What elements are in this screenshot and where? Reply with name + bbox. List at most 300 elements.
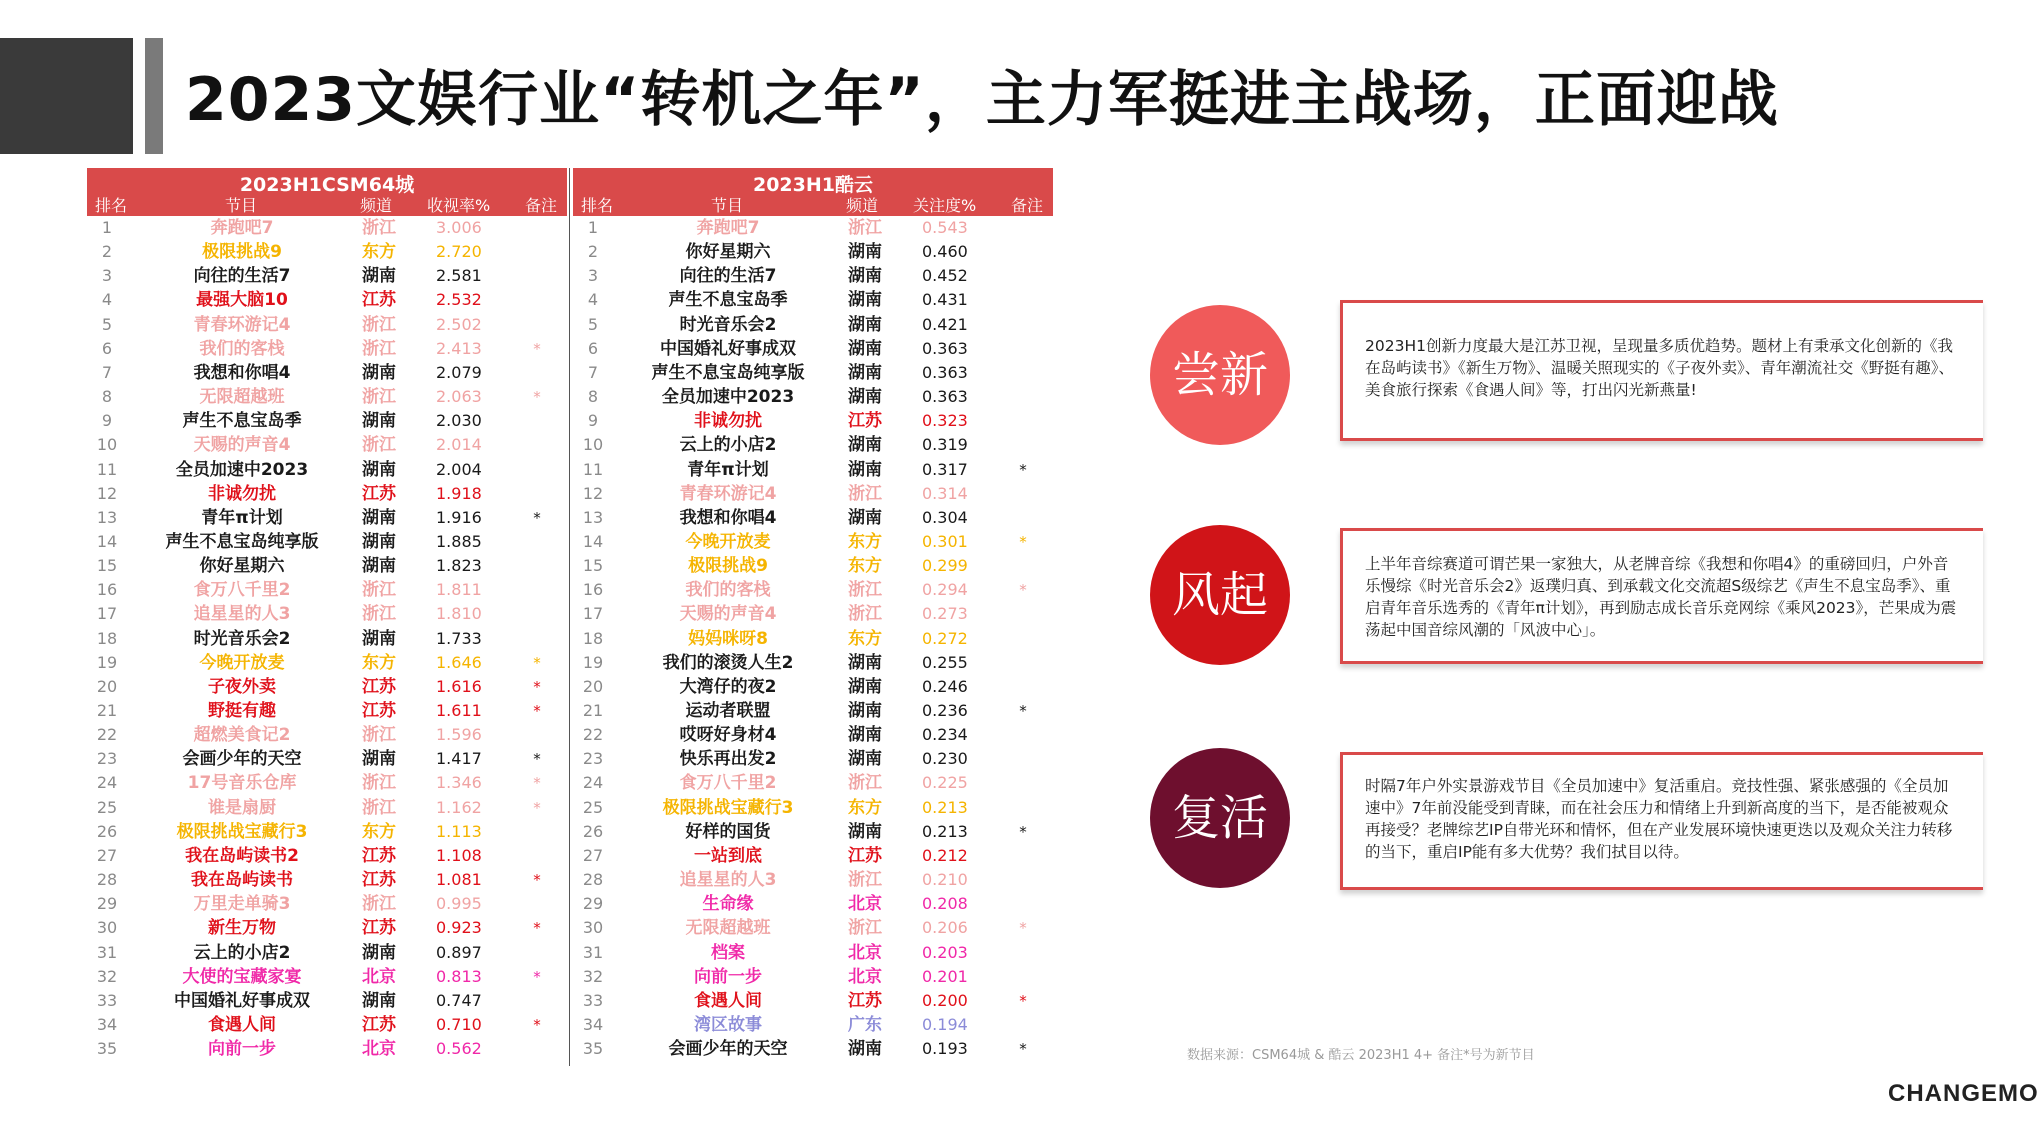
channel-cell: 东方: [848, 628, 882, 649]
table-row: [573, 216, 1053, 240]
table-row: [87, 433, 567, 457]
channel-cell: 东方: [848, 556, 882, 577]
channel-cell: 浙江: [848, 218, 882, 238]
channel-cell: 江苏: [362, 701, 396, 721]
rank-cell: 1: [587, 218, 599, 237]
rank-cell: 2: [101, 242, 113, 262]
channel-cell: 江苏: [362, 676, 396, 697]
rank-cell: 23: [582, 749, 604, 769]
rank-cell: 24: [96, 773, 118, 793]
rank-cell: 29: [96, 894, 118, 914]
value-cell: 1.616: [436, 676, 482, 696]
note-cell: *: [533, 339, 541, 358]
channel-cell: 浙江: [362, 797, 396, 818]
table-row: [87, 602, 567, 626]
value-cell: 0.236: [922, 701, 968, 720]
value-cell: 1.417: [436, 749, 482, 769]
program-cell: 野挺有趣: [208, 701, 276, 721]
value-cell: 1.346: [436, 773, 482, 793]
value-cell: 1.162: [436, 797, 482, 817]
table-row: [87, 530, 567, 554]
program-cell: 新生万物: [208, 918, 276, 939]
value-cell: 0.203: [922, 942, 968, 962]
note-cell: *: [1019, 919, 1027, 938]
rank-cell: 14: [96, 531, 118, 551]
channel-cell: 湖南: [362, 362, 396, 383]
table-row: [87, 941, 567, 965]
program-cell: 云上的小店2: [193, 942, 291, 963]
program-cell: 奔跑吧7: [696, 218, 760, 238]
table-row: [87, 482, 567, 506]
rank-cell: 30: [582, 918, 604, 938]
value-cell: 0.314: [922, 483, 968, 503]
value-cell: 0.431: [922, 290, 968, 310]
channel-cell: 浙江: [362, 435, 396, 456]
csm-ranking-table: [87, 168, 567, 1061]
program-cell: 天赐的声音4: [193, 435, 291, 456]
program-cell: 你好星期六: [685, 242, 771, 263]
channel-cell: 广东: [848, 1014, 882, 1035]
insight-card-try-new: [1340, 300, 1983, 441]
channel-cell: 东方: [848, 797, 882, 818]
rank-cell: 16: [582, 580, 604, 600]
note-cell: *: [533, 1015, 541, 1034]
col-channel: 频道: [360, 196, 393, 215]
program-cell: 超燃美食记2: [193, 725, 291, 746]
col-note: 备注: [1011, 196, 1044, 215]
value-cell: 1.733: [436, 628, 482, 648]
table-row: [573, 965, 1053, 989]
rank-cell: 18: [96, 628, 118, 648]
rank-cell: 2: [587, 242, 599, 262]
rank-cell: 19: [582, 652, 604, 672]
channel-cell: 湖南: [362, 556, 396, 577]
table-row: [87, 409, 567, 433]
table-row: [87, 578, 567, 602]
value-cell: 2.004: [436, 459, 482, 479]
channel-cell: 湖南: [362, 628, 396, 649]
note-cell: *: [1019, 581, 1027, 600]
value-cell: 0.212: [922, 845, 968, 865]
table-row: [87, 844, 567, 868]
table-row: [573, 989, 1053, 1013]
kuyun-table-title: 2023H1酷云: [752, 174, 873, 196]
rank-cell: 7: [587, 362, 599, 382]
table-row: [87, 675, 567, 699]
table-row: [573, 240, 1053, 264]
value-cell: 0.194: [922, 1014, 968, 1034]
csm-table-body: [87, 216, 567, 1061]
program-cell: 食万八千里2: [193, 580, 291, 601]
program-cell: 追星星的人3: [193, 604, 291, 625]
channel-cell: 湖南: [362, 459, 396, 480]
rank-cell: 9: [101, 411, 113, 431]
note-cell: *: [1019, 822, 1027, 841]
value-cell: 0.230: [922, 749, 968, 769]
channel-cell: 江苏: [362, 483, 396, 504]
value-cell: 1.108: [436, 845, 482, 865]
program-cell: 极限挑战9: [202, 242, 282, 263]
value-cell: 0.304: [922, 507, 968, 527]
program-cell: 我想和你唱4: [193, 362, 291, 383]
channel-cell: 江苏: [362, 1014, 396, 1035]
channel-cell: 湖南: [848, 821, 882, 842]
channel-cell: 北京: [362, 966, 396, 987]
program-cell: 声生不息宝岛纯享版: [651, 362, 805, 383]
rank-cell: 4: [101, 290, 113, 310]
note-cell: *: [533, 653, 541, 672]
table-row: [573, 844, 1053, 868]
value-cell: 0.323: [922, 411, 968, 431]
value-cell: 0.206: [922, 918, 968, 938]
table-row: [87, 723, 567, 747]
channel-cell: 北京: [362, 1039, 396, 1060]
table-row: [573, 530, 1053, 554]
rank-cell: 12: [582, 483, 604, 503]
channel-cell: 湖南: [848, 266, 882, 287]
note-cell: *: [533, 750, 541, 769]
program-cell: 大湾仔的夜2: [679, 676, 777, 697]
program-cell: 一站到底: [694, 845, 762, 866]
program-cell: 我们的客栈: [685, 580, 771, 601]
channel-cell: 江苏: [362, 918, 396, 939]
channel-cell: 湖南: [362, 507, 396, 528]
note-cell: *: [533, 388, 541, 407]
rank-cell: 13: [582, 507, 604, 527]
channel-cell: 浙江: [848, 580, 882, 601]
table-row: [573, 916, 1053, 940]
value-cell: 2.532: [436, 290, 482, 310]
value-cell: 0.363: [922, 387, 968, 407]
channel-cell: 浙江: [362, 894, 396, 915]
kuyun-table-body: [573, 216, 1053, 1061]
rank-cell: 13: [96, 507, 118, 527]
channel-cell: 湖南: [848, 507, 882, 528]
rank-cell: 32: [582, 966, 604, 986]
program-cell: 声生不息宝岛纯享版: [165, 531, 319, 552]
note-cell: *: [533, 798, 541, 817]
program-cell: 青春环游记4: [679, 483, 777, 504]
channel-cell: 湖南: [848, 459, 882, 480]
note-cell: *: [533, 871, 541, 890]
program-cell: 我们的客栈: [199, 338, 285, 359]
rank-cell: 10: [96, 435, 118, 455]
value-cell: 0.452: [922, 266, 968, 286]
rank-cell: 3: [101, 266, 113, 286]
rank-cell: 23: [96, 749, 118, 769]
col-program: 节目: [711, 196, 744, 215]
program-cell: 时光音乐会2: [193, 628, 291, 649]
program-cell: 运动者联盟: [685, 701, 771, 721]
table-row: [87, 771, 567, 795]
rank-cell: 1: [101, 218, 113, 237]
kuyun-table-header: [573, 168, 1053, 216]
csm-table-header: [87, 168, 567, 216]
channel-cell: 浙江: [848, 773, 882, 794]
value-cell: 0.200: [922, 990, 968, 1010]
table-row: [573, 337, 1053, 361]
channel-cell: 东方: [362, 821, 396, 842]
value-cell: 0.213: [922, 797, 968, 817]
program-cell: 17号音乐仓库: [187, 773, 297, 794]
rank-cell: 33: [582, 990, 604, 1010]
note-cell: *: [1019, 1040, 1027, 1059]
value-cell: 0.255: [922, 652, 968, 672]
program-cell: 万里走单骑3: [193, 894, 291, 915]
channel-cell: 浙江: [362, 338, 396, 359]
table-row: [573, 602, 1053, 626]
value-cell: 0.210: [922, 870, 968, 890]
value-cell: 0.273: [922, 604, 968, 624]
table-row: [573, 1013, 1053, 1037]
table-row: [573, 458, 1053, 482]
col-program: 节目: [225, 196, 258, 215]
program-cell: 向前一步: [694, 966, 762, 987]
rank-cell: 7: [101, 362, 113, 382]
value-cell: 1.646: [436, 652, 482, 672]
table-row: [573, 796, 1053, 820]
table-row: [573, 675, 1053, 699]
rank-cell: 31: [96, 942, 118, 962]
insight-card-revive: [1340, 752, 1983, 890]
insight-bubble-rise: 风起: [1150, 525, 1290, 665]
rank-cell: 25: [582, 797, 604, 817]
channel-cell: 江苏: [362, 290, 396, 311]
value-cell: 1.811: [436, 580, 482, 600]
table-row: [87, 313, 567, 337]
channel-cell: 浙江: [362, 604, 396, 625]
channel-cell: 北京: [848, 894, 882, 915]
note-cell: *: [533, 919, 541, 938]
rank-cell: 12: [96, 483, 118, 503]
program-cell: 非诚勿扰: [208, 483, 276, 504]
value-cell: 0.317: [922, 459, 968, 479]
rank-cell: 35: [582, 1039, 604, 1059]
col-attention: 关注度%: [913, 196, 977, 215]
rank-cell: 11: [582, 459, 604, 479]
rank-cell: 21: [582, 701, 604, 720]
table-row: [573, 433, 1053, 457]
program-cell: 时光音乐会2: [679, 314, 777, 335]
value-cell: 2.063: [436, 387, 482, 407]
rank-cell: 5: [587, 314, 599, 334]
table-row: [573, 820, 1053, 844]
table-row: [87, 506, 567, 530]
value-cell: 0.363: [922, 338, 968, 358]
channel-cell: 浙江: [848, 918, 882, 939]
program-cell: 最强大脑10: [196, 290, 288, 311]
channel-cell: 江苏: [848, 990, 882, 1011]
table-row: [573, 892, 1053, 916]
channel-cell: 湖南: [848, 290, 882, 311]
rank-cell: 28: [582, 870, 604, 890]
program-cell: 湾区故事: [694, 1014, 762, 1035]
channel-cell: 浙江: [362, 314, 396, 335]
channel-cell: 浙江: [848, 870, 882, 891]
table-row: [87, 965, 567, 989]
rank-cell: 19: [96, 652, 118, 672]
rank-cell: 15: [96, 556, 118, 576]
value-cell: 0.193: [922, 1039, 968, 1059]
table-row: [573, 627, 1053, 651]
value-cell: 2.502: [436, 314, 482, 334]
channel-cell: 湖南: [848, 1039, 882, 1060]
rank-cell: 18: [582, 628, 604, 648]
channel-cell: 浙江: [362, 218, 396, 238]
rank-cell: 27: [96, 845, 118, 865]
value-cell: 2.720: [436, 242, 482, 262]
channel-cell: 东方: [848, 531, 882, 552]
rank-cell: 26: [582, 821, 604, 841]
note-cell: *: [533, 774, 541, 793]
program-cell: 非诚勿扰: [694, 411, 762, 432]
rank-cell: 34: [96, 1014, 118, 1034]
channel-cell: 东方: [362, 242, 396, 263]
rank-cell: 20: [96, 676, 118, 696]
note-cell: *: [533, 702, 541, 720]
rank-cell: 15: [582, 556, 604, 576]
col-rank: 排名: [581, 196, 614, 215]
channel-cell: 湖南: [362, 531, 396, 552]
program-cell: 向往的生活7: [193, 266, 291, 287]
table-row: [87, 288, 567, 312]
channel-cell: 北京: [848, 942, 882, 963]
channel-cell: 湖南: [848, 387, 882, 408]
table-row: [573, 1037, 1053, 1061]
program-cell: 子夜外卖: [208, 676, 276, 697]
program-cell: 生命缘: [702, 894, 754, 915]
value-cell: 0.213: [922, 821, 968, 841]
rank-cell: 5: [101, 314, 113, 334]
rank-cell: 17: [96, 604, 118, 624]
table-row: [87, 216, 567, 240]
channel-cell: 江苏: [848, 411, 882, 432]
program-cell: 声生不息宝岛季: [668, 290, 788, 311]
program-cell: 我在岛屿读书2: [185, 845, 299, 866]
rank-cell: 6: [101, 338, 113, 358]
rank-cell: 16: [96, 580, 118, 600]
program-cell: 无限超越班: [685, 918, 771, 939]
program-cell: 食遇人间: [694, 990, 762, 1011]
value-cell: 3.006: [436, 218, 482, 237]
table-row: [573, 747, 1053, 771]
kuyun-ranking-table: [573, 168, 1053, 1061]
channel-cell: 湖南: [848, 725, 882, 746]
program-cell: 全员加速中2023: [175, 459, 309, 480]
page-title: 2023文娱行业“转机之年”，主力军挺进主战场，正面迎战: [185, 65, 1779, 135]
value-cell: 1.596: [436, 725, 482, 745]
table-row: [87, 989, 567, 1013]
rank-cell: 8: [587, 387, 599, 407]
channel-cell: 浙江: [362, 580, 396, 601]
table-row: [87, 385, 567, 409]
value-cell: 1.823: [436, 556, 482, 576]
program-cell: 青年π计划: [201, 507, 283, 528]
channel-cell: 江苏: [848, 845, 882, 866]
value-cell: 0.562: [436, 1039, 482, 1059]
table-row: [573, 313, 1053, 337]
col-note: 备注: [525, 196, 558, 215]
value-cell: 0.897: [436, 942, 482, 962]
table-row: [87, 1037, 567, 1061]
rank-cell: 32: [96, 966, 118, 986]
program-cell: 哎呀好身材4: [679, 725, 777, 746]
value-cell: 0.225: [922, 773, 968, 793]
program-cell: 声生不息宝岛季: [182, 411, 302, 432]
value-cell: 2.079: [436, 362, 482, 382]
program-cell: 奔跑吧7: [210, 218, 274, 238]
table-row: [87, 554, 567, 578]
channel-cell: 湖南: [848, 362, 882, 383]
channel-cell: 湖南: [362, 990, 396, 1011]
table-row: [573, 868, 1053, 892]
program-cell: 谁是扇厨: [208, 797, 276, 818]
table-row: [87, 458, 567, 482]
program-cell: 大使的宝藏家宴: [182, 966, 302, 987]
rank-cell: 33: [96, 990, 118, 1010]
table-row: [87, 651, 567, 675]
value-cell: 0.246: [922, 676, 968, 696]
program-cell: 快乐再出发2: [679, 749, 777, 770]
channel-cell: 湖南: [848, 314, 882, 335]
rank-cell: 10: [582, 435, 604, 455]
rank-cell: 3: [587, 266, 599, 286]
value-cell: 0.208: [922, 894, 968, 914]
program-cell: 云上的小店2: [679, 435, 777, 456]
table-row: [573, 723, 1053, 747]
program-cell: 食遇人间: [208, 1014, 276, 1035]
table-row: [573, 264, 1053, 288]
table-row: [573, 941, 1053, 965]
program-cell: 我想和你唱4: [679, 507, 777, 528]
program-cell: 中国婚礼好事成双: [174, 990, 310, 1011]
value-cell: 1.918: [436, 483, 482, 503]
channel-cell: 湖南: [362, 266, 396, 287]
insight-text-try-new: 2023H1创新力度最大是江苏卫视，呈现量多质优趋势。题材上有秉承文化创新的《我在岛屿读书》《新生万物》、温暖关照现实的《子夜外卖》、青年潮流社交《野挺有趣》、美食旅行探索《食遇人间》等，打出闪光新燕量!: [1365, 337, 1955, 399]
table-row: [87, 1013, 567, 1037]
note-cell: *: [533, 967, 541, 986]
table-row: [87, 892, 567, 916]
table-row: [573, 385, 1053, 409]
program-cell: 向前一步: [208, 1039, 276, 1060]
program-cell: 我们的滚烫人生2: [662, 652, 794, 673]
program-cell: 会画少年的天空: [668, 1039, 788, 1060]
value-cell: 0.995: [436, 894, 482, 914]
note-cell: *: [1019, 532, 1027, 551]
rank-cell: 26: [96, 821, 118, 841]
program-cell: 无限超越班: [199, 387, 285, 408]
table-row: [573, 482, 1053, 506]
table-row: [573, 506, 1053, 530]
rank-cell: 20: [582, 676, 604, 696]
value-cell: 0.301: [922, 531, 968, 551]
note-cell: *: [1019, 460, 1027, 479]
value-cell: 1.916: [436, 507, 482, 527]
title-accent-block-dark: [0, 38, 133, 154]
channel-cell: 湖南: [848, 676, 882, 697]
value-cell: 1.611: [436, 701, 482, 720]
insight-text-revive: 时隔7年户外实景游戏节目《全员加速中》复活重启。竞技性强、紧张感强的《全员加速中》7年前没能受到青睐，而在社会压力和情绪上升到新高度的当下，是否能被观众再接受？老牌综艺IP自带光环和情怀，但在产业发展环境快速更迭以及观众关注力转移的当下，重启IP能有多大优势？我们拭目以待。: [1365, 777, 1953, 861]
rank-cell: 9: [587, 411, 599, 431]
table-row: [87, 240, 567, 264]
value-cell: 0.363: [922, 362, 968, 382]
channel-cell: 湖南: [848, 338, 882, 359]
value-cell: 1.885: [436, 531, 482, 551]
value-cell: 0.923: [436, 918, 482, 938]
value-cell: 0.747: [436, 990, 482, 1010]
channel-cell: 湖南: [848, 242, 882, 263]
channel-cell: 湖南: [848, 701, 882, 721]
